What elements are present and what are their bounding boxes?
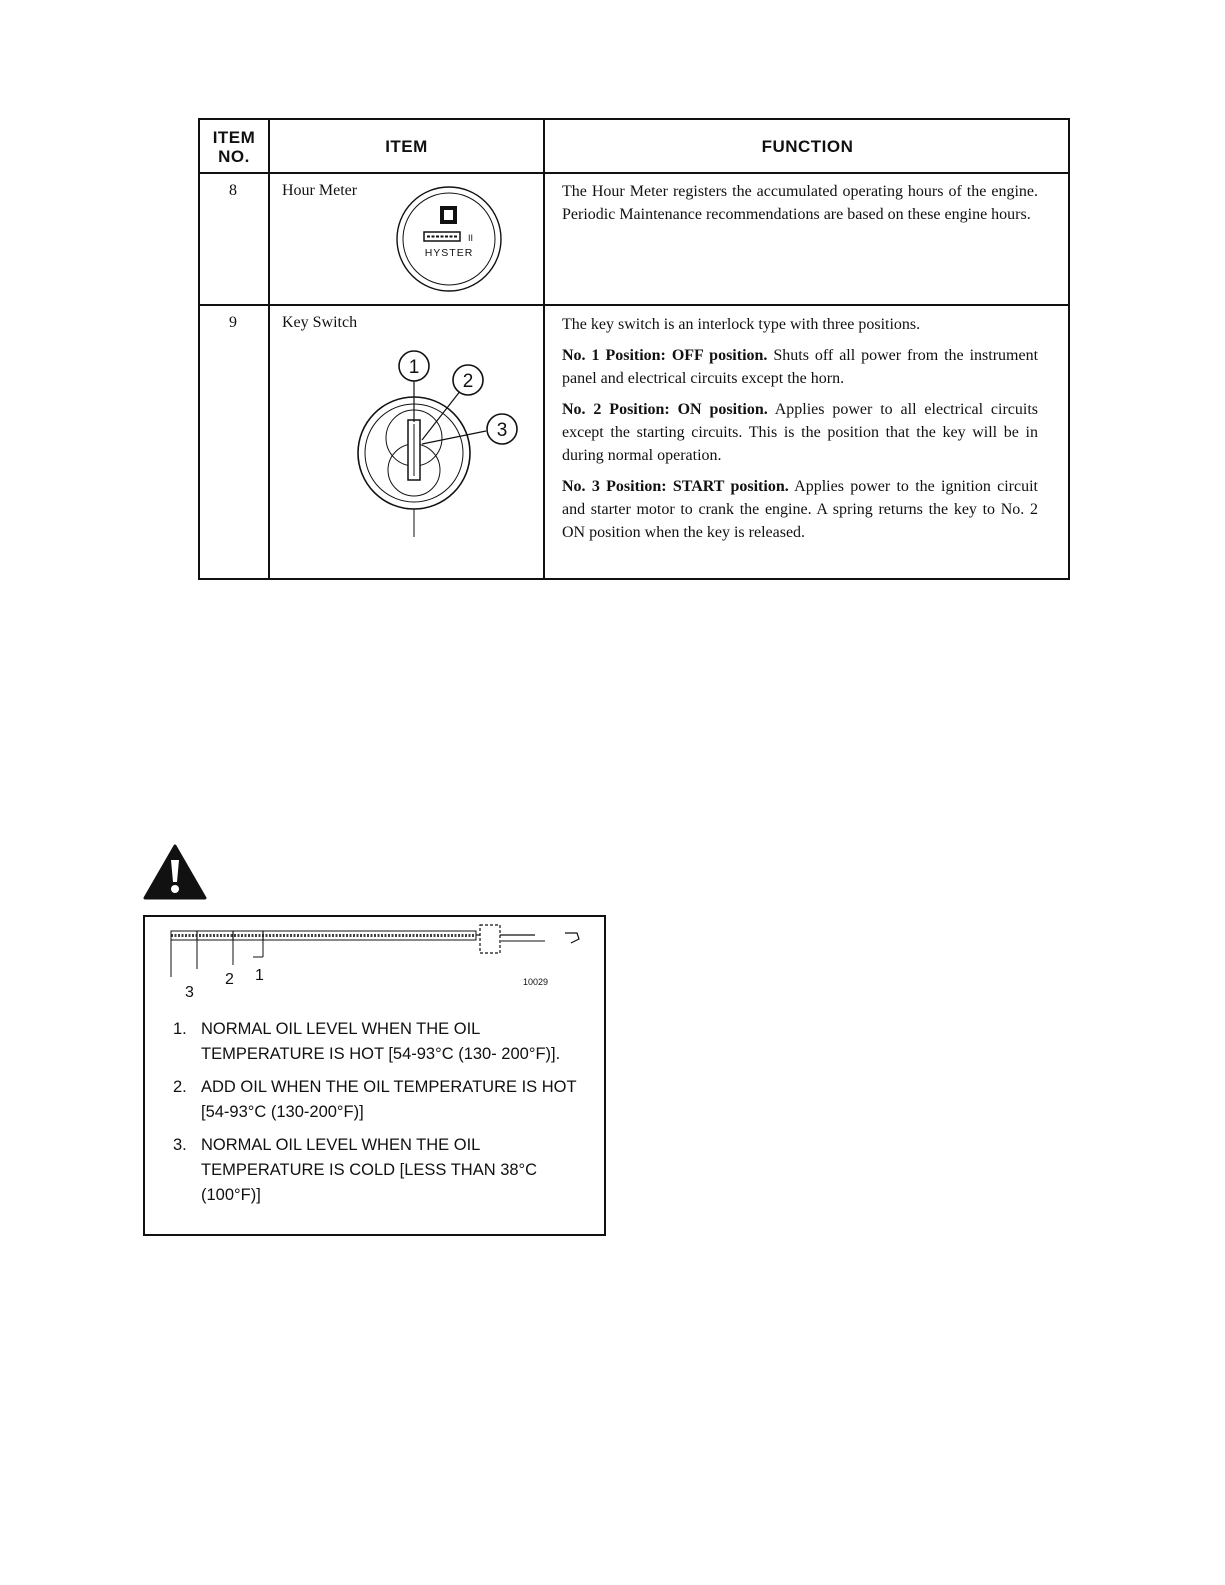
key-switch-icon [350,342,540,547]
row-9-number: 9 [229,314,237,331]
row-8-function: The Hour Meter registers the accumulated operating hours of the engine. Periodic Maintenance recommendations are based on these engine hours. [562,183,1038,223]
dipstick-icon [145,917,604,1017]
position-2: No. 2 Position: ON position. Applies power to all electrical circuits except the starting circuits. This is the position that the key will be in during normal operation. [562,401,1038,464]
hour-meter-icon [394,184,504,294]
position-1: No. 1 Position: OFF position. Shuts off all power from the instrument panel and electrical circuits except the horn. [562,347,1039,387]
hour-meter-brand: HYSTER [424,247,474,259]
row-divider [200,304,1068,306]
diagram-callout-1: 1 [255,967,264,984]
note-item: 3. NORMAL OIL LEVEL WHEN THE OIL TEMPERATURE IS COLD [LESS THAN 38°C (100°F)] [173,1136,538,1204]
column-divider [543,120,545,578]
callout-2: 2 [462,371,474,392]
key-switch-intro: The key switch is an interlock type with three positions. [562,316,921,333]
callout-3: 3 [496,420,508,441]
header-function: FUNCTION [761,137,854,156]
diagram-callout-2: 2 [225,971,234,988]
note-item: 2. ADD OIL WHEN THE OIL TEMPERATURE IS HOT [54-93°C (130-200°F)] [173,1078,577,1121]
row-9-function [562,313,1038,552]
warning-triangle-icon [143,844,207,900]
header-divider [200,172,1068,174]
figure-code: 10029 [523,977,549,987]
row-8-item: Hour Meter [282,182,358,199]
function-table [198,118,1070,580]
svg-text:II: II [468,233,474,243]
header-item-no: ITEM NO. [212,128,256,166]
column-divider [268,120,270,578]
oil-level-figure [143,915,606,1236]
row-8-number: 8 [229,182,237,199]
oil-level-notes [173,1017,593,1216]
position-3: No. 3 Position: START position. Applies power to the ignition circuit and starter motor to crank the engine. A spring returns the key to No. 2 ON position when the key is released. [562,478,1038,541]
row-9-item: Key Switch [282,314,358,331]
diagram-callout-3: 3 [185,984,194,1001]
note-item: 1. NORMAL OIL LEVEL WHEN THE OIL TEMPERATURE IS HOT [54-93°C (130- 200°F)]. [173,1020,561,1063]
callout-1: 1 [408,357,420,378]
header-item: ITEM [385,137,428,156]
